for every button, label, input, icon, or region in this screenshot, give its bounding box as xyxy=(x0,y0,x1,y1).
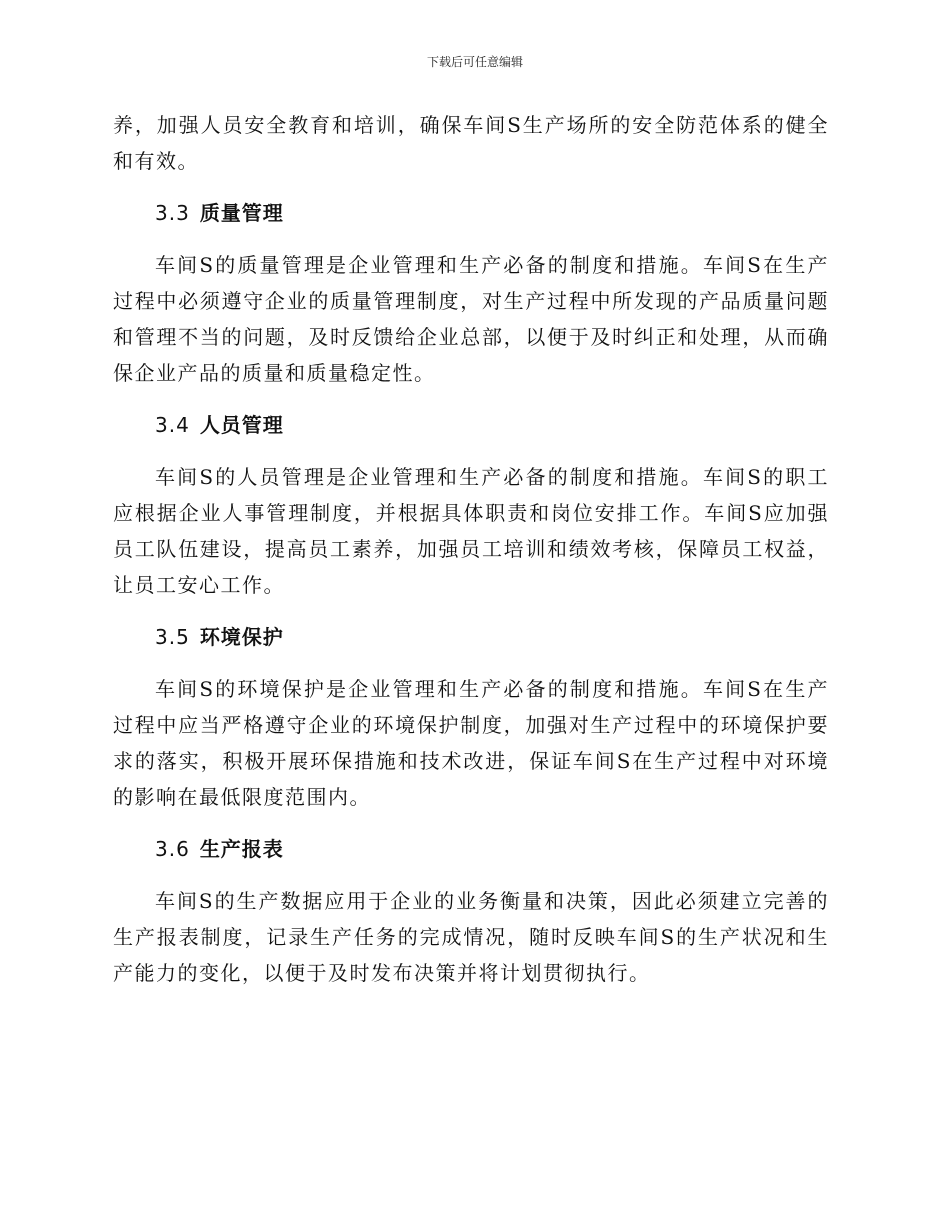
section-3-6 xyxy=(113,831,829,991)
section-heading xyxy=(113,619,829,655)
section-heading xyxy=(113,831,829,867)
section-3-3 xyxy=(113,195,829,391)
section-heading xyxy=(113,195,829,231)
section-body: 车间S的环境保护是企业管理和生产必备的制度和措施。车间S在生产过程中应当严格遵守企业的环境保护制度，加强对生产过程中的环境保护要求的落实，积极开展环保措施和技术改进，保证车间S在生产过程中对环境的影响在最低限度范围内。 xyxy=(113,677,829,809)
section-title: 生产报表 xyxy=(199,837,284,861)
section-heading xyxy=(113,407,829,443)
section-number: 3.4 xyxy=(155,413,190,437)
document-body xyxy=(113,107,829,991)
section-number: 3.5 xyxy=(155,625,190,649)
section-number: 3.6 xyxy=(155,837,190,861)
section-number: 3.3 xyxy=(155,201,190,225)
section-body: 车间S的人员管理是企业管理和生产必备的制度和措施。车间S的职工应根据企业人事管理制度，并根据具体职责和岗位安排工作。车间S应加强员工队伍建设，提高员工素养，加强员工培训和绩效考核，保障员工权益，让员工安心工作。 xyxy=(113,465,829,597)
section-title: 人员管理 xyxy=(199,413,284,437)
section-title: 质量管理 xyxy=(199,201,284,225)
section-title: 环境保护 xyxy=(199,625,284,649)
continuation-paragraph: 养，加强人员安全教育和培训，确保车间S生产场所的安全防范体系的健全和有效。 xyxy=(113,113,829,173)
section-3-5 xyxy=(113,619,829,815)
header-note: 下载后可任意编辑 xyxy=(426,55,523,69)
section-3-4 xyxy=(113,407,829,603)
section-body: 车间S的生产数据应用于企业的业务衡量和决策，因此必须建立完善的生产报表制度，记录生产任务的完成情况，随时反映车间S的生产状况和生产能力的变化，以便于及时发布决策并将计划贯彻执行。 xyxy=(113,889,829,985)
section-body: 车间S的质量管理是企业管理和生产必备的制度和措施。车间S在生产过程中必须遵守企业的质量管理制度，对生产过程中所发现的产品质量问题和管理不当的问题，及时反馈给企业总部，以便于及时纠正和处理，从而确保企业产品的质量和质量稳定性。 xyxy=(113,253,829,385)
